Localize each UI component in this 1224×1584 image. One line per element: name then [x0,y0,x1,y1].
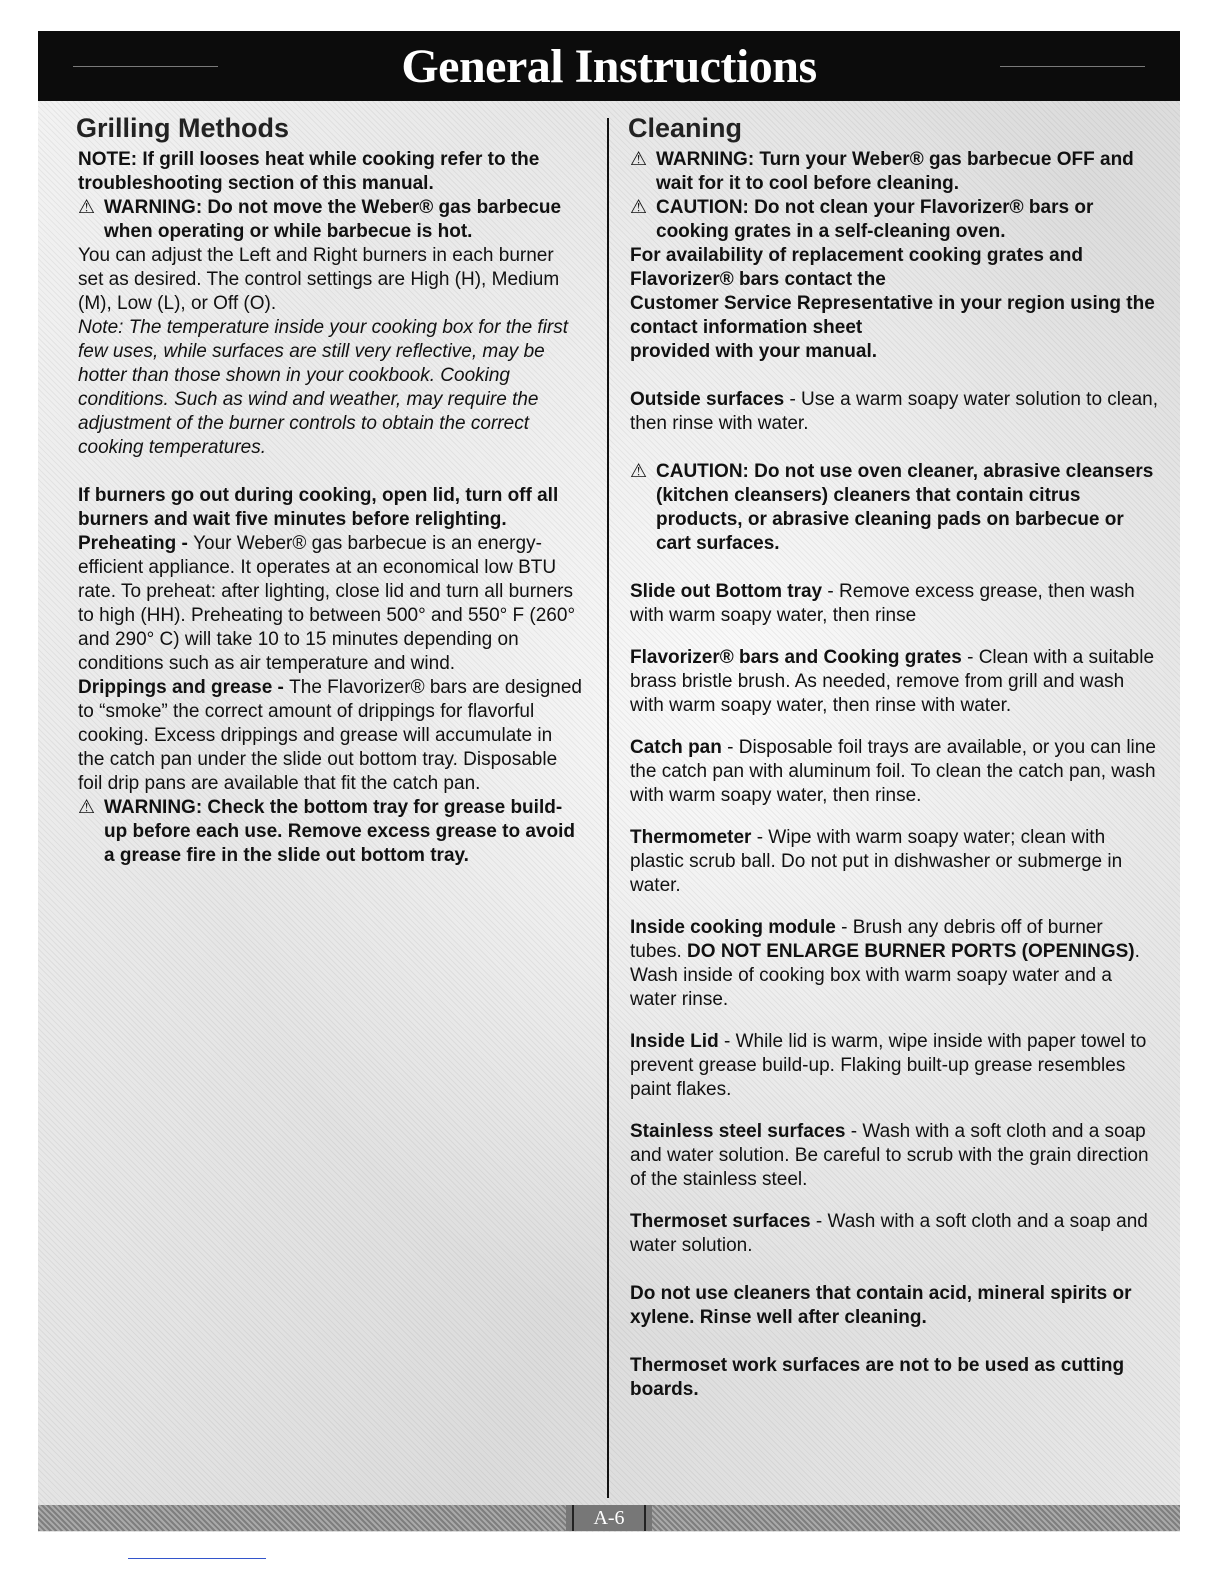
warning-icon: ⚠ [630,197,648,218]
bottom-tray-paragraph: Slide out Bottom tray - Remove excess grease, then wash with warm soapy water, then rinse [630,581,1135,626]
catch-pan-paragraph: Catch pan - Disposable foil trays are available, or you can line the catch pan with aluminum foil. To clean the catch pan, wash with warm soapy water, then rinse. [630,737,1156,806]
acid-warning: Do not use cleaners that contain acid, mineral spirits or xylene. Rinse well after cleaning. [630,1283,1132,1328]
cleaning-heading: Cleaning [628,113,743,143]
burner-adjust-text: You can adjust the Left and Right burners in each burner set as desired. The control settings are High (H), Medium (M), Low (L), or Off (O). [78,245,560,314]
header-rule-right [1000,66,1145,67]
warning-icon: ⚠ [78,797,96,818]
bottom-link-line [128,1558,266,1559]
move-warning: ⚠ WARNING: Do not move the Weber® gas barbecue when operating or while barbecue is hot. [78,197,562,242]
page-number: A-6 [566,1505,652,1531]
warning-icon: ⚠ [78,197,96,218]
grease-warning: ⚠ WARNING: Check the bottom tray for grease build-up before each use. Remove excess grease to avoid a grease fire in the slide out bottom tray. [78,797,575,866]
warning-icon: ⚠ [630,149,648,170]
column-divider [607,118,609,1498]
page-header [38,31,1180,101]
provided-text: provided with your manual. [630,341,878,362]
customer-service-text: Customer Service Representative in your region using the contact information sheet [630,293,1155,338]
page-title: General Instructions [401,40,817,93]
flavorizer-paragraph: Flavorizer® bars and Cooking grates - Clean with a suitable brass bristle brush. As needed, remove from grill and wash with warm soapy water, then rinse with water. [630,647,1155,716]
cutting-board-warning: Thermoset work surfaces are not to be used as cutting boards. [630,1355,1125,1400]
drippings-paragraph: Drippings and grease - The Flavorizer® bars are designed to “smoke” the correct amount of drippings for flavorful cooking. Excess drippings and grease will accumulate in the catch pan under the slide out bottom tray. Disposable foil drip pans are available that fit the catch pan. [78,677,582,794]
cool-warning: ⚠ WARNING: Turn your Weber® gas barbecue OFF and wait for it to cool before cleaning. [630,149,1134,194]
grilling-methods-column [78,112,583,868]
preheating-paragraph: Preheating - Your Weber® gas barbecue is an energy-efficient appliance. It operates at an economical low BTU rate. To preheat: after lighting, close lid and turn all burners to high (HH). Preheating to between 500° and 550° F (260° and 290° C) will take 10 to 15 minutes depending on conditions such as air temperature and wind. [78,533,576,674]
warning-icon: ⚠ [630,461,648,482]
inside-lid-paragraph: Inside Lid - While lid is warm, wipe inside with paper towel to prevent grease build-up. Flaking built-up grease resembles paint flakes. [630,1031,1147,1100]
stainless-paragraph: Stainless steel surfaces - Wash with a soft cloth and a soap and water solution. Be careful to scrub with the grain direction of the stainless steel. [630,1121,1149,1190]
burners-out-notice: If burners go out during cooking, open lid, turn off all burners and wait five minutes before relighting. [78,485,559,530]
abrasive-caution: ⚠ CAUTION: Do not use oven cleaner, abrasive cleansers (kitchen cleansers) cleaners that contain citrus products, or abrasive cleaning pads on barbecue or cart surfaces. [630,461,1154,554]
thermometer-paragraph: Thermometer - Wipe with warm soapy water; clean with plastic scrub ball. Do not put in dishwasher or submerge in water. [630,827,1123,896]
cooking-module-paragraph: Inside cooking module - Brush any debris off of burner tubes. DO NOT ENLARGE BURNER PORTS (OPENINGS). Wash inside of cooking box with warm soapy water and a water rinse. [630,917,1140,1010]
thermoset-paragraph: Thermoset surfaces - Wash with a soft cloth and a soap and water solution. [630,1211,1148,1256]
outside-surfaces-paragraph: Outside surfaces - Use a warm soapy water solution to clean, then rinse with water. [630,389,1159,434]
temperature-note: Note: The temperature inside your cooking box for the first few uses, while surfaces are still very reflective, may be hotter than those shown in your cookbook. Cooking conditions. Such as wind and weather, may require the adjustment of the burner controls to obtain the correct cooking temperatures. [78,317,569,458]
self-clean-caution: ⚠ CAUTION: Do not clean your Flavorizer® bars or cooking grates in a self-cleaning oven. [630,197,1094,242]
grill-heat-note: NOTE: If grill looses heat while cooking refer to the troubleshooting section of this manual. [78,149,540,194]
cleaning-column [630,112,1158,1402]
grilling-methods-heading: Grilling Methods [76,113,289,143]
availability-text: For availability of replacement cooking grates and Flavorizer® bars contact the [630,245,1083,290]
